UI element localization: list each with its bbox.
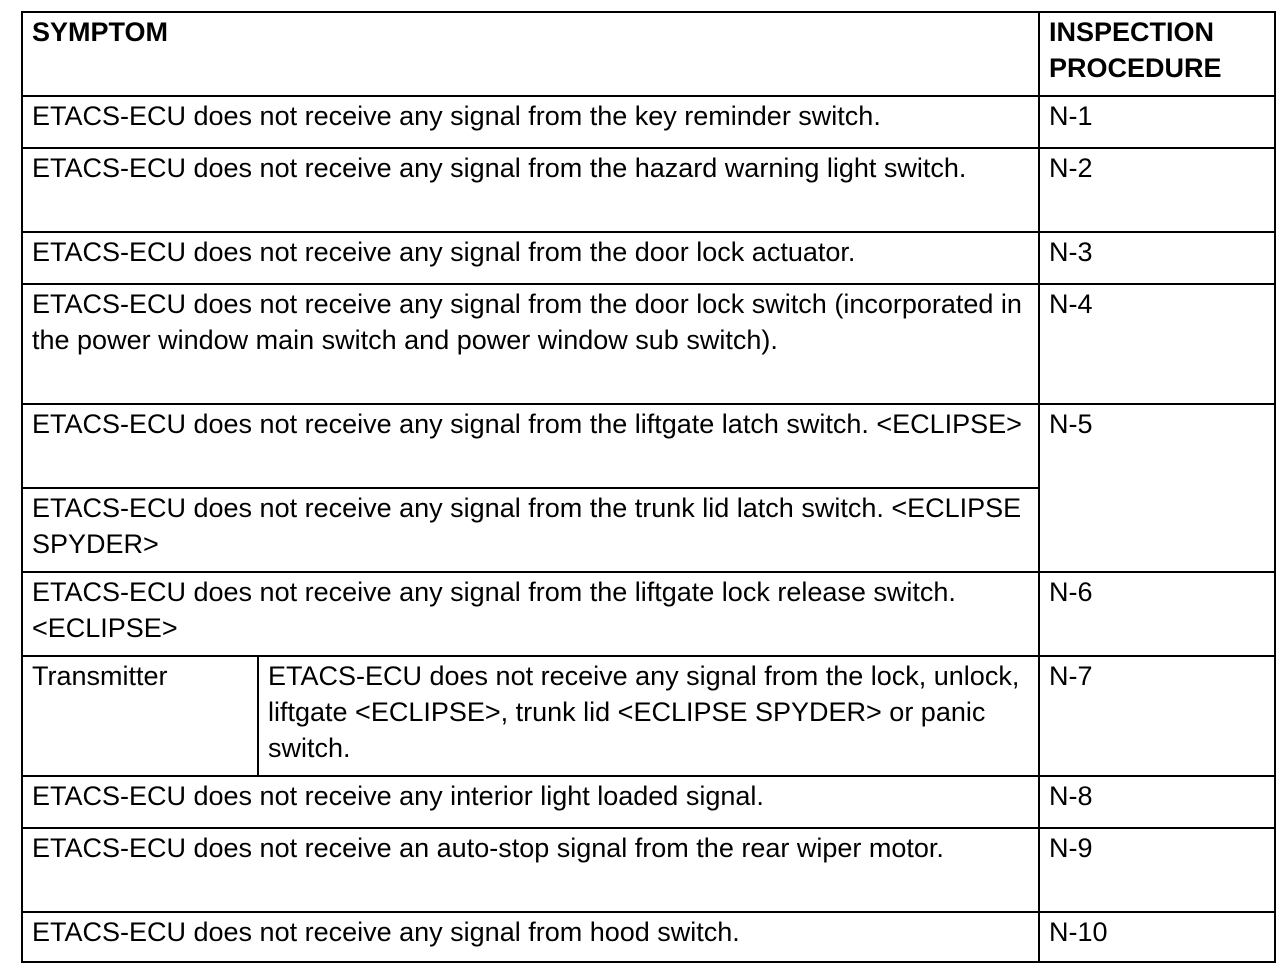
procedure-cell: N-3	[1039, 232, 1275, 284]
symptom-cell: ETACS-ECU does not receive any signal from the trunk lid latch switch. <ECLIPSE SPYDER>	[22, 488, 1039, 572]
symptom-cell: ETACS-ECU does not receive any signal from the liftgate latch switch. <ECLIPSE>	[22, 404, 1039, 488]
table-row	[22, 572, 1275, 656]
procedure-cell: N-2	[1039, 148, 1275, 232]
table-row	[22, 828, 1275, 912]
table-header-row	[22, 12, 1275, 96]
table-row	[22, 284, 1275, 404]
table-row	[22, 776, 1275, 828]
header-symptom: SYMPTOM	[22, 12, 1039, 96]
symptom-cell: ETACS-ECU does not receive any signal from the key reminder switch.	[22, 96, 1039, 148]
symptom-cell: ETACS-ECU does not receive an auto-stop signal from the rear wiper motor.	[22, 828, 1039, 912]
symptom-cell: ETACS-ECU does not receive any signal from the hazard warning light switch.	[22, 148, 1039, 232]
header-inspection-procedure: INSPECTION PROCEDURE	[1039, 12, 1275, 96]
symptom-cell: ETACS-ECU does not receive any signal from the lock, unlock, liftgate <ECLIPSE>, trunk lid <ECLIPSE SPYDER> or panic switch.	[258, 656, 1039, 776]
symptom-cell: ETACS-ECU does not receive any signal from the liftgate lock release switch. <ECLIPSE>	[22, 572, 1039, 656]
table-row	[22, 912, 1275, 962]
symptom-cell: ETACS-ECU does not receive any interior light loaded signal.	[22, 776, 1039, 828]
table-row	[22, 404, 1275, 488]
symptom-procedure-table	[21, 11, 1276, 963]
symptom-cell: ETACS-ECU does not receive any signal from hood switch.	[22, 912, 1039, 962]
procedure-cell: N-5	[1039, 404, 1275, 572]
table-row	[22, 148, 1275, 232]
procedure-cell: N-7	[1039, 656, 1275, 776]
procedure-cell: N-1	[1039, 96, 1275, 148]
table-row	[22, 656, 1275, 776]
category-cell: Transmitter	[22, 656, 258, 776]
procedure-cell: N-6	[1039, 572, 1275, 656]
procedure-cell: N-8	[1039, 776, 1275, 828]
table-row	[22, 96, 1275, 148]
procedure-cell: N-10	[1039, 912, 1275, 962]
symptom-cell: ETACS-ECU does not receive any signal from the door lock switch (incorporated in the power window main switch and power window sub switch).	[22, 284, 1039, 404]
procedure-cell: N-4	[1039, 284, 1275, 404]
procedure-cell: N-9	[1039, 828, 1275, 912]
symptom-cell: ETACS-ECU does not receive any signal from the door lock actuator.	[22, 232, 1039, 284]
table-row	[22, 232, 1275, 284]
